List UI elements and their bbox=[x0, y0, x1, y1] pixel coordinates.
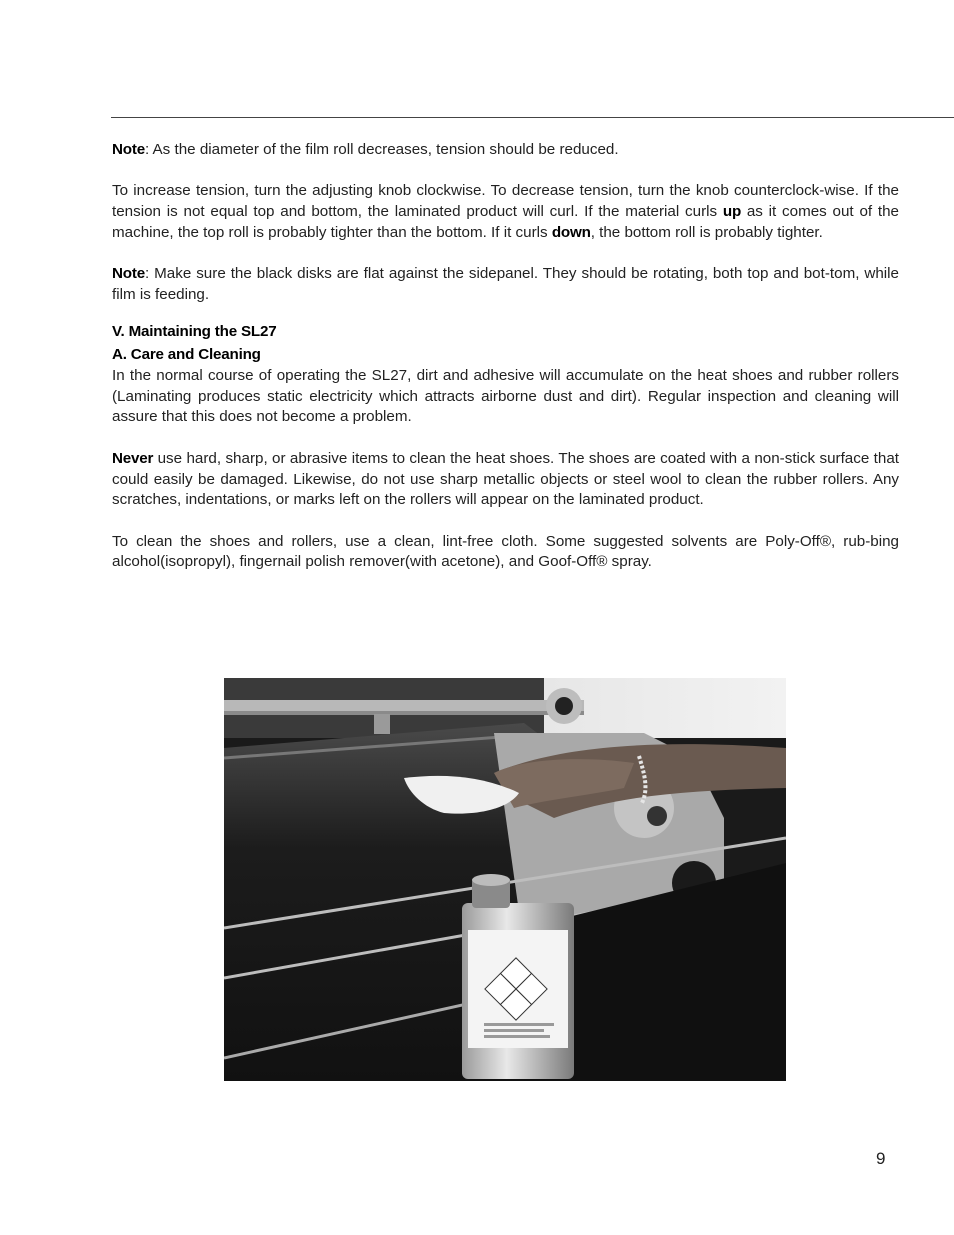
laminator-cleaning-photo bbox=[224, 678, 786, 1081]
never-text: use hard, sharp, or abrasive items to clean the heat shoes. The shoes are coated with a non-stick surface that could easily be damaged. Likewise, do not use sharp metallic objects or steel wool to clean the rubber rollers. Any scratches, indentations, or marks left on the rollers will appear on the laminated product. bbox=[112, 449, 899, 509]
note-label: Note bbox=[112, 265, 145, 283]
never-paragraph bbox=[112, 449, 899, 511]
care-paragraph: In the normal course of operating the SL27, dirt and adhesive will accumulate on the heat shoes and rubber rollers (Laminating produces static electricity which attracts airborne dust and dirt). Regular inspection and cleaning will assure that this does not become a problem. bbox=[112, 367, 899, 426]
tension-paragraph bbox=[112, 181, 899, 243]
cleaning-paragraph: To clean the shoes and rollers, use a clean, lint-free cloth. Some suggested solvents are Poly-Off®, rub-bing alcohol(isopropyl), fingernail polish remover(with acetone), and Goof-Off® spray. bbox=[112, 532, 899, 571]
note-paragraph-1 bbox=[112, 140, 899, 161]
note-label: Note bbox=[112, 141, 145, 158]
up-keyword: up bbox=[722, 203, 742, 221]
header-rule bbox=[111, 117, 954, 118]
tension-text-3: , the bottom roll is probably tighter. bbox=[590, 223, 823, 241]
section-heading: V. Maintaining the SL27 bbox=[112, 322, 277, 340]
subsection-heading: A. Care and Cleaning bbox=[112, 346, 261, 364]
tension-text-1: To increase tension, turn the adjusting knob clockwise. To decrease tension, turn the knob counterclock-wise. If the tension is not equal top and bottom, the laminated product will curl. If the material curls bbox=[112, 182, 899, 221]
note-text: : Make sure the black disks are flat against the sidepanel. They should be rotating, both top and bot-tom, while film is feeding. bbox=[112, 265, 899, 303]
page-body bbox=[112, 140, 899, 573]
never-label: Never bbox=[112, 449, 154, 467]
down-keyword: down bbox=[551, 223, 591, 241]
note-paragraph-2 bbox=[112, 264, 899, 305]
page-number: 9 bbox=[876, 1149, 886, 1168]
note-text: : As the diameter of the film roll decreases, tension should be reduced. bbox=[144, 141, 619, 158]
tension-text-2: as it comes out of the machine, the top roll is probably tighter than the bottom. If it curls bbox=[112, 203, 900, 241]
